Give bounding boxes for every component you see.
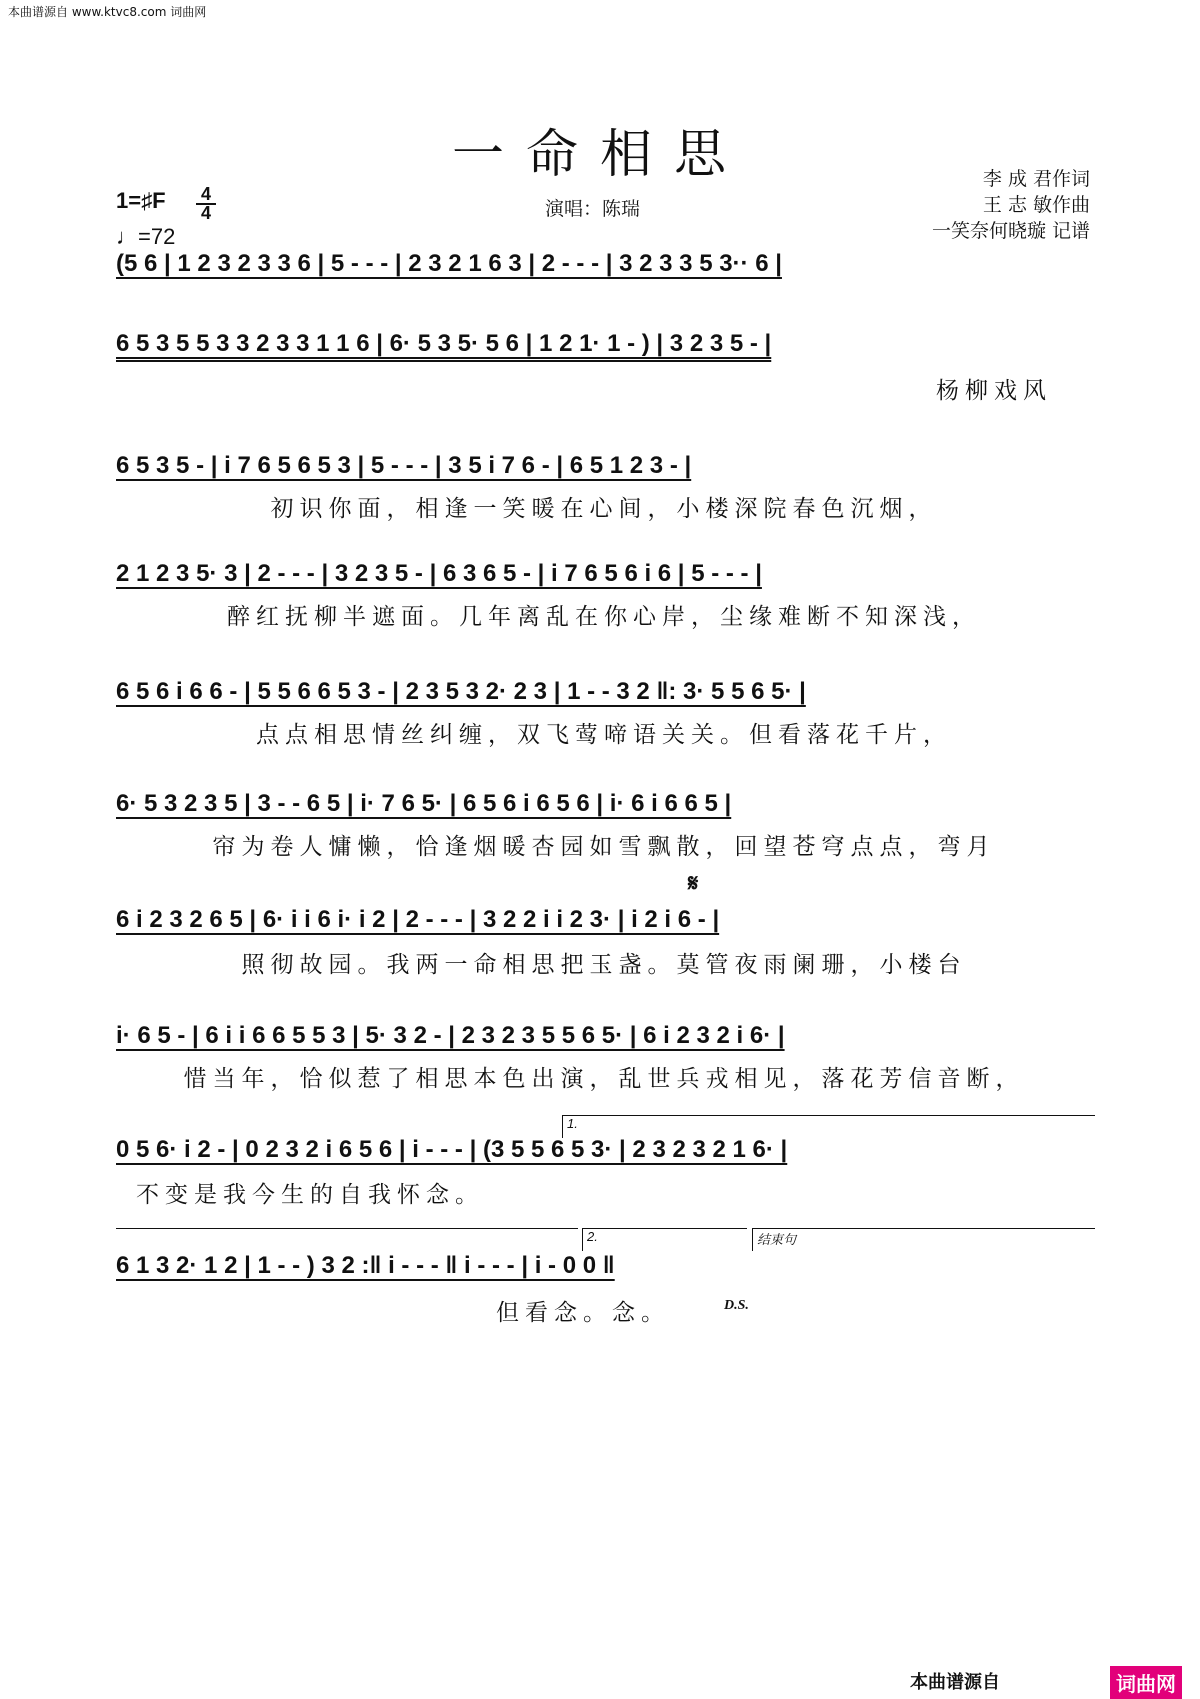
composer-credit: 王 志 敏作曲 <box>982 194 1090 216</box>
score-row-3 <box>116 452 1092 522</box>
watermark-text: 本曲谱源自 www.ktvc8.com 词曲网 <box>8 5 207 19</box>
score-row-7 <box>116 906 1092 978</box>
time-signature-bottom: 4 <box>196 203 216 222</box>
notation-text: 6 i 2 3 2 6 5 | 6· i i 6 i· i 2 | 2 - - - | 3 2 2 i i 2 3· | i 2 i 6 - | <box>116 906 720 933</box>
notation-line <box>116 1022 1092 1053</box>
lyric-line: 帘为卷人慵懒，恰逢烟暖杏园如雪飘散，回望苍穹点点，弯月 <box>212 834 996 860</box>
dal-segno-mark: D.S. <box>724 1298 749 1313</box>
key-signature: 1=♯F <box>116 188 166 213</box>
notation-text: 0 5 6· i 2 - | 0 2 3 2 i 6 5 6 | i - - - | (3 5 5 6 5 3· | 2 3 2 3 2 1 6· | <box>116 1136 788 1163</box>
notation-line <box>116 1136 1092 1167</box>
notation-text: 2 1 2 3 5· 3 | 2 - - - | 3 2 3 5 - | 6 3 6 5 - | i 7 6 5 6 i 6 | 5 - - - | <box>116 560 762 587</box>
notation-line <box>116 330 1092 361</box>
song-title: 一命相思 <box>451 125 748 185</box>
singer-credit: 演唱：陈瑞 <box>545 198 641 220</box>
notation-line <box>116 250 1092 281</box>
notation-line <box>116 560 1092 591</box>
time-signature <box>196 186 216 222</box>
score-row-5 <box>116 678 1092 748</box>
score-row-9 <box>116 1136 1092 1208</box>
lyric-line: 惜当年，恰似惹了相思本色出演，乱世兵戎相见，落花芳信音断， <box>183 1066 1025 1092</box>
lyric-line: 初识你面，相逢一笑暖在心间，小楼深院春色沉烟， <box>270 496 938 522</box>
score-row-8 <box>116 1022 1092 1092</box>
notation-line <box>116 452 1092 483</box>
time-signature-top: 4 <box>200 184 211 204</box>
notation-text: 6· 5 3 2 3 5 | 3 - - 6 5 | i· 7 6 5· | 6 5 6 i 6 5 6 | i· 6 i 6 6 5 | <box>116 790 732 817</box>
volta-bracket-line <box>116 1228 578 1229</box>
coda-ending: 结束句 <box>752 1228 1095 1251</box>
notation-line <box>116 1252 1092 1283</box>
footer-brand-logo: 词曲网 <box>1110 1666 1182 1699</box>
notation-line <box>116 790 1092 821</box>
segno-sign: 𝄋 <box>688 868 699 897</box>
transcriber-credit: 一笑奈何晓璇 记谱 <box>931 220 1090 242</box>
lyric-line: 点点相思情丝纠缠，双飞莺啼语关关。但看落花千片， <box>256 722 952 748</box>
notation-text: (5 6 | 1 2 3 2 3 3 6 | 5 - - - | 2 3 2 1 6 3 | 2 - - - | 3 2 3 3 5 3·· 6 | <box>116 250 782 277</box>
notation-text: 6 1 3 2· 1 2 | 1 - - ) 3 2 :‖ i - - - ‖ i - - - | i - 0 0 ‖ <box>116 1252 615 1279</box>
lyric-line: 不变是我今生的自我怀念。 <box>136 1182 484 1208</box>
lyric-line: 但看念。念。 <box>496 1300 670 1326</box>
notation-text: i· 6 5 - | 6 i i 6 6 5 5 3 | 5· 3 2 - | 2 3 2 3 5 5 6 5· | 6 i 2 3 2 i 6· | <box>116 1022 785 1049</box>
score-row-6 <box>116 790 1092 860</box>
footer-source-text: 本曲谱源自 <box>910 1672 1000 1693</box>
credits-block <box>932 166 1090 244</box>
notation-line <box>116 678 1092 709</box>
lyric-line: 照彻故园。我两一命相思把玉盏。莫管夜雨阑珊，小楼台 <box>241 952 967 978</box>
notation-line <box>116 906 1092 937</box>
score-row-1 <box>116 250 1092 281</box>
notation-text: 6 5 6 i 6 6 - | 5 5 6 6 5 3 - | 2 3 5 3 2· 2 3 | 1 - - 3 2 ‖: 3· 5 5 6 5· | <box>116 678 806 705</box>
volta-first-ending: 1. <box>562 1115 1095 1138</box>
notation-text: 6 5 3 5 5 3 3 2 3 3 1 1 6 | 6· 5 3 5· 5 6 | 1 2 1· 1 - ) | 3 2 3 5 - | <box>116 330 772 357</box>
lyric-line: 杨柳戏风 <box>936 378 1052 404</box>
lyricist-credit: 李 成 君作词 <box>982 168 1090 190</box>
tempo-mark: ♩=72 <box>116 224 176 249</box>
score-row-4 <box>116 560 1092 630</box>
score-row-2 <box>116 330 1092 404</box>
notation-text: 6 5 3 5 - | i 7 6 5 6 5 3 | 5 - - - | 3 5 i 7 6 - | 6 5 1 2 3 - | <box>116 452 692 479</box>
volta-second-ending: 2. <box>582 1228 747 1251</box>
lyric-line: 醉红抚柳半遮面。几年离乱在你心岸，尘缘难断不知深浅， <box>227 604 981 630</box>
